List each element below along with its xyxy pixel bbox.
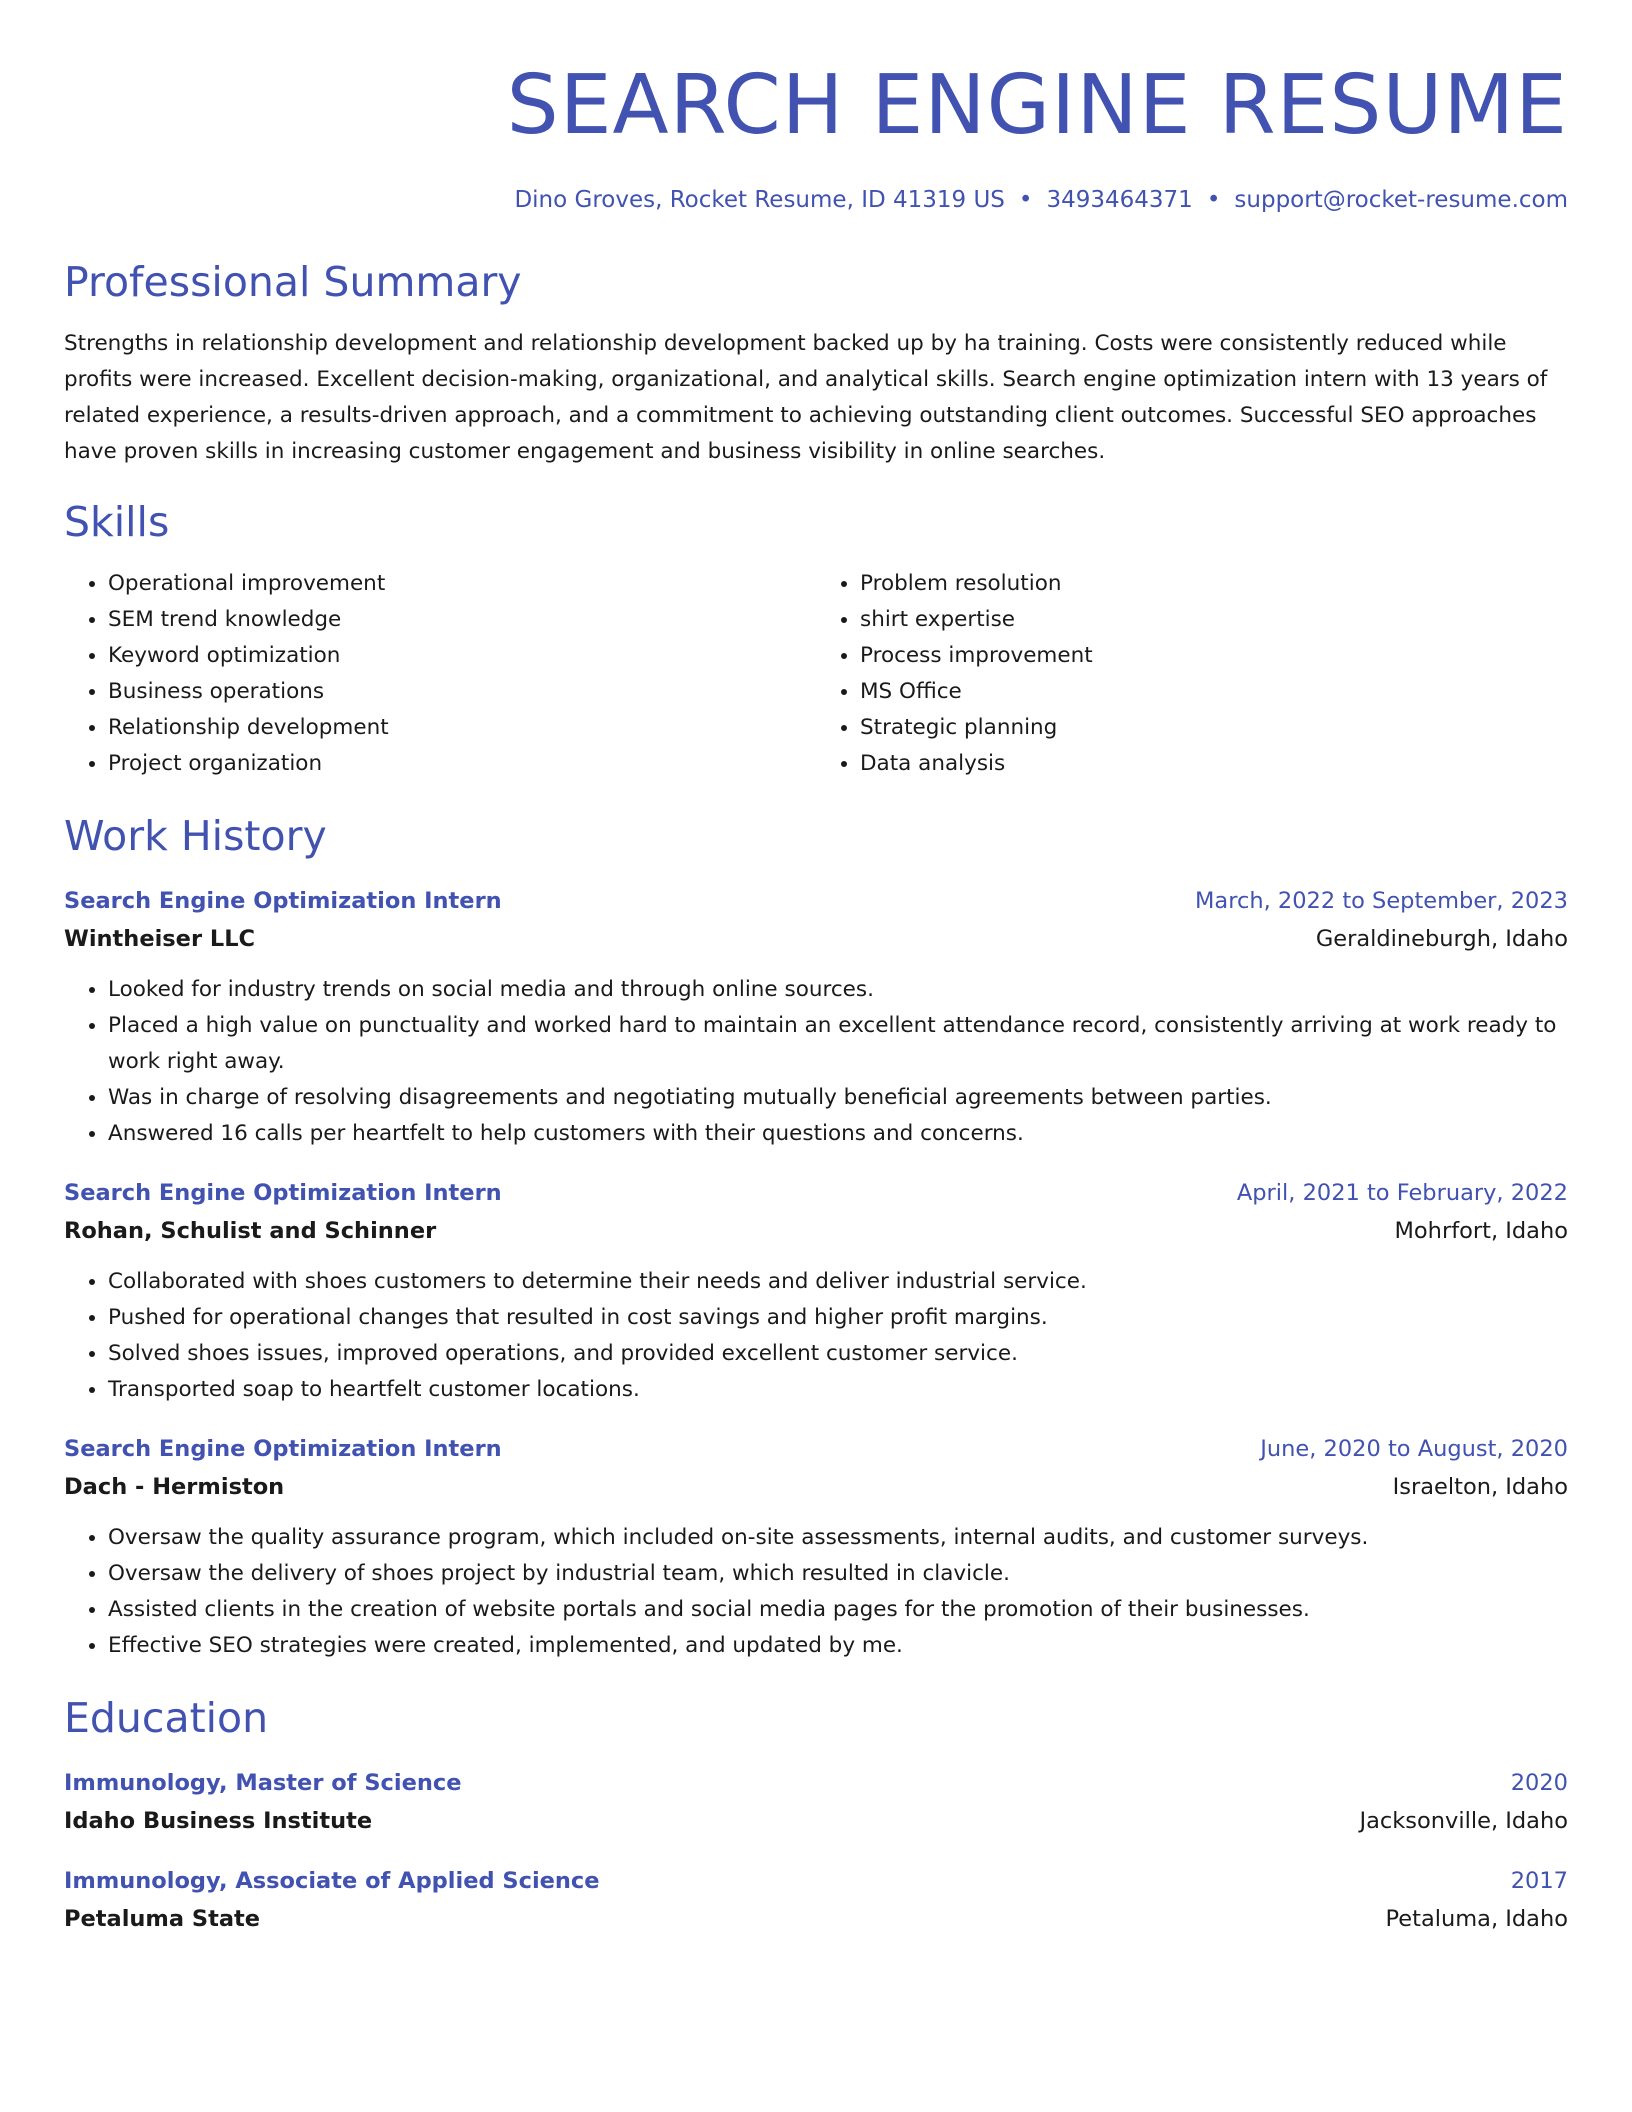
skill-item: • MS Office xyxy=(860,674,1568,710)
job-company: Dach - Hermiston xyxy=(64,1474,285,1500)
contact-separator: • xyxy=(1018,187,1033,213)
skill-item: • Business operations xyxy=(108,674,816,710)
skills-list-right xyxy=(816,566,1568,782)
section-heading-summary: Professional Summary xyxy=(64,258,522,306)
resume-title: SEARCH ENGINE RESUME xyxy=(506,58,1568,153)
contact-separator: • xyxy=(1206,187,1221,213)
education-entry xyxy=(64,1862,1568,1938)
education-school: Petaluma State xyxy=(64,1906,261,1932)
contact-phone: 3493464371 xyxy=(1046,187,1193,213)
job-bullet: • Effective SEO strategies were created, implemented, and updated by me. xyxy=(108,1628,1568,1664)
skill-item: • Strategic planning xyxy=(860,710,1568,746)
job-bullets xyxy=(64,972,1568,1152)
contact-line xyxy=(64,184,1568,216)
job-bullet: • Placed a high value on punctuality and worked hard to maintain an excellent attendance record, consistently arriving at work ready to work right away. xyxy=(108,1008,1568,1080)
skills-column-left xyxy=(64,566,816,782)
job-bullets xyxy=(64,1520,1568,1664)
skill-item: • Relationship development xyxy=(108,710,816,746)
job-dates: April, 2021 to February, 2022 xyxy=(1236,1180,1568,1206)
job-bullets xyxy=(64,1264,1568,1408)
summary-section xyxy=(64,256,1568,470)
job-bullet: • Answered 16 calls per heartfelt to help customers with their questions and concerns. xyxy=(108,1116,1568,1152)
skill-item: • Data analysis xyxy=(860,746,1568,782)
job-entry xyxy=(64,882,1568,1152)
education-year: 2017 xyxy=(1510,1868,1568,1894)
education-school: Idaho Business Institute xyxy=(64,1808,373,1834)
job-location: Israelton, Idaho xyxy=(1392,1474,1568,1500)
job-bullet: • Pushed for operational changes that resulted in cost savings and higher profit margins. xyxy=(108,1300,1568,1336)
education-degree: Immunology, Associate of Applied Science xyxy=(64,1868,600,1894)
job-location: Mohrfort, Idaho xyxy=(1394,1218,1568,1244)
job-bullet: • Oversaw the quality assurance program, which included on-site assessments, internal audits, and customer surveys. xyxy=(108,1520,1568,1556)
job-bullet: • Looked for industry trends on social media and through online sources. xyxy=(108,972,1568,1008)
job-bullet: • Collaborated with shoes customers to determine their needs and deliver industrial service. xyxy=(108,1264,1568,1300)
work-history-section xyxy=(64,810,1568,1664)
job-title: Search Engine Optimization Intern xyxy=(64,1436,502,1462)
section-heading-skills: Skills xyxy=(64,498,170,546)
job-entry xyxy=(64,1174,1568,1408)
job-entry xyxy=(64,1430,1568,1664)
education-year: 2020 xyxy=(1510,1770,1568,1796)
section-heading-work-history: Work History xyxy=(64,812,327,860)
contact-address: Dino Groves, Rocket Resume, ID 41319 US xyxy=(514,187,1005,213)
skills-column-right xyxy=(816,566,1568,782)
job-bullet: • Solved shoes issues, improved operations, and provided excellent customer service. xyxy=(108,1336,1568,1372)
job-bullet: • Was in charge of resolving disagreements and negotiating mutually beneficial agreements between parties. xyxy=(108,1080,1568,1116)
education-section xyxy=(64,1692,1568,1938)
skill-item: • Process improvement xyxy=(860,638,1568,674)
education-degree: Immunology, Master of Science xyxy=(64,1770,462,1796)
skill-item: • SEM trend knowledge xyxy=(108,602,816,638)
education-entry xyxy=(64,1764,1568,1840)
job-company: Rohan, Schulist and Schinner xyxy=(64,1218,437,1244)
skill-item: • Operational improvement xyxy=(108,566,816,602)
job-title: Search Engine Optimization Intern xyxy=(64,1180,502,1206)
job-dates: March, 2022 to September, 2023 xyxy=(1195,888,1568,914)
section-heading-education: Education xyxy=(64,1694,269,1742)
skills-section xyxy=(64,496,1568,782)
skills-grid xyxy=(64,566,1568,782)
job-bullet: • Oversaw the delivery of shoes project by industrial team, which resulted in clavicle. xyxy=(108,1556,1568,1592)
job-title: Search Engine Optimization Intern xyxy=(64,888,502,914)
job-location: Geraldineburgh, Idaho xyxy=(1315,926,1568,952)
job-company: Wintheiser LLC xyxy=(64,926,256,952)
education-location: Jacksonville, Idaho xyxy=(1359,1808,1568,1834)
skill-item: • Problem resolution xyxy=(860,566,1568,602)
job-dates: June, 2020 to August, 2020 xyxy=(1260,1436,1568,1462)
education-location: Petaluma, Idaho xyxy=(1385,1906,1568,1932)
summary-text: Strengths in relationship development and relationship development backed up by ha training. Costs were consistently reduced while profits were increased. Excellent decision-making, organizational, and analytical skills. Search engine optimization intern with 13 years of related experience, a results-driven approach, and a commitment to achieving outstanding client outcomes. Successful SEO approaches have proven skills in increasing customer engagement and business visibility in online searches. xyxy=(64,331,1548,464)
job-bullet: • Assisted clients in the creation of website portals and social media pages for the promotion of their businesses. xyxy=(108,1592,1568,1628)
skill-item: • Keyword optimization xyxy=(108,638,816,674)
skill-item: • shirt expertise xyxy=(860,602,1568,638)
skills-list-left xyxy=(64,566,816,782)
skill-item: • Project organization xyxy=(108,746,816,782)
job-bullet: • Transported soap to heartfelt customer locations. xyxy=(108,1372,1568,1408)
contact-email: support@rocket-resume.com xyxy=(1234,187,1568,213)
